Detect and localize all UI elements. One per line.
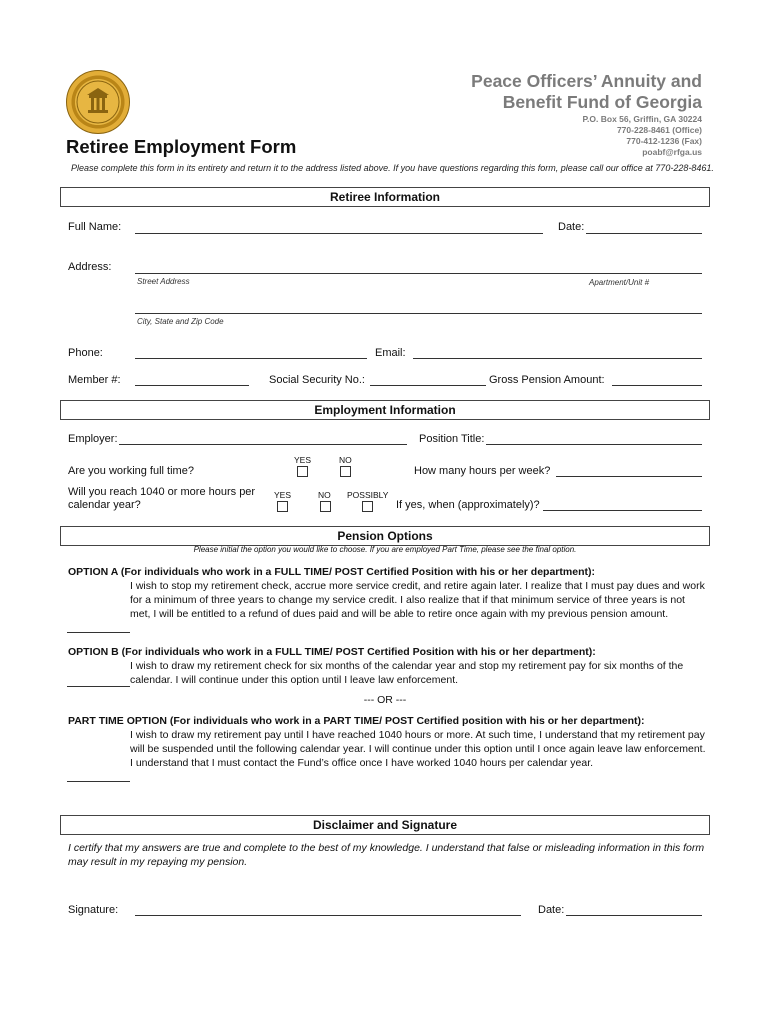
- city-state-zip-field[interactable]: [135, 313, 702, 314]
- option-b-initial-field[interactable]: [67, 686, 130, 687]
- city-state-zip-hint: City, State and Zip Code: [137, 317, 224, 326]
- email-field[interactable]: [413, 358, 702, 359]
- section-disclaimer-signature: Disclaimer and Signature: [60, 815, 710, 835]
- fulltime-question: Are you working full time?: [68, 465, 194, 477]
- ssn-label: Social Security No.:: [269, 374, 365, 386]
- part-time-option-text: I wish to draw my retirement pay until I have reached 1040 hours or more. At such time, I understand that my retirement pay will be suspended until the following calendar year. I will continue under this option until I once again leave law enforcement. I understand that I must contact the Fund’s office once I have worked 1040 hours per calendar year.: [130, 729, 706, 769]
- section-employment-information: Employment Information: [60, 400, 710, 420]
- date-label: Date:: [558, 221, 585, 233]
- fulltime-no-label: NO: [339, 455, 352, 465]
- when-approximately-label: If yes, when (approximately)?: [396, 499, 540, 511]
- date-field[interactable]: [586, 233, 702, 234]
- fulltime-no-checkbox[interactable]: [340, 466, 351, 477]
- employer-field[interactable]: [119, 444, 407, 445]
- agency-email: poabf@rfga.us: [642, 147, 702, 157]
- reach-yes-checkbox[interactable]: [277, 501, 288, 512]
- reach-hours-question-line1: Will you reach 1040 or more hours per: [68, 486, 256, 498]
- full-name-field[interactable]: [135, 233, 543, 234]
- signature-field[interactable]: [135, 915, 521, 916]
- section-retiree-information: Retiree Information: [60, 187, 710, 207]
- address-label: Address:: [68, 261, 112, 273]
- option-a-initial-field[interactable]: [67, 632, 130, 633]
- position-title-field[interactable]: [486, 444, 702, 445]
- email-label: Email:: [375, 347, 406, 359]
- member-number-field[interactable]: [135, 385, 249, 386]
- when-approximately-field[interactable]: [543, 510, 702, 511]
- part-time-option-title: PART TIME OPTION (For individuals who work in a PART TIME/ POST Certified position with his or her department):: [68, 715, 645, 727]
- hours-per-week-field[interactable]: [556, 476, 702, 477]
- form-title: Retiree Employment Form: [66, 136, 297, 157]
- phone-label: Phone:: [68, 347, 103, 359]
- signature-date-label: Date:: [538, 904, 565, 916]
- pension-options-note: Please initial the option you would like to choose. If you are employed Part Time, please see the final option.: [193, 545, 577, 554]
- signature-label: Signature:: [68, 904, 119, 916]
- position-title-label: Position Title:: [419, 433, 485, 445]
- agency-phone: 770-228-8461 (Office): [616, 125, 702, 135]
- option-a-text: I wish to stop my retirement check, accrue more service credit, and retire again later. I realize that I must pay dues and work for a minimum of three years to change my service credit. I also realize that if that minimum service of three years is not met, I will be entitled to a refund of dues paid and will be able to retire once again with my previous pension amount.: [130, 580, 705, 620]
- fulltime-yes-checkbox[interactable]: [297, 466, 308, 477]
- option-b-text: I wish to draw my retirement check for six months of the calendar year and stop my retirement pay for six months of the calendar. I will continue under this option until I leave law enforcement.: [130, 660, 684, 686]
- georgia-seal-logo: [66, 70, 130, 134]
- part-time-initial-field[interactable]: [67, 781, 130, 782]
- reach-possibly-checkbox[interactable]: [362, 501, 373, 512]
- agency-name-line2: Benefit Fund of Georgia: [502, 92, 702, 112]
- gross-pension-label: Gross Pension Amount:: [489, 374, 605, 386]
- option-b-title: OPTION B (For individuals who work in a FULL TIME/ POST Certified Position with his or her department):: [68, 646, 596, 658]
- employer-label: Employer:: [68, 433, 118, 445]
- agency-fax: 770-412-1236 (Fax): [626, 136, 702, 146]
- agency-name-line1: Peace Officers’ Annuity and: [471, 71, 702, 91]
- reach-hours-question-line2: calendar year?: [68, 499, 141, 511]
- gross-pension-field[interactable]: [612, 385, 702, 386]
- seal-emblem-icon: [67, 71, 129, 133]
- phone-field[interactable]: [135, 358, 367, 359]
- or-divider: --- OR ---: [363, 694, 407, 706]
- reach-no-checkbox[interactable]: [320, 501, 331, 512]
- hours-per-week-label: How many hours per week?: [414, 465, 551, 477]
- ssn-field[interactable]: [370, 385, 486, 386]
- reach-possibly-label: POSSIBLY: [347, 490, 389, 500]
- option-a-title: OPTION A (For individuals who work in a FULL TIME/ POST Certified Position with his or her department):: [68, 566, 595, 578]
- disclaimer-text: I certify that my answers are true and complete to the best of my knowledge. I understand that false or misleading information in this form may result in my repaying my pension.: [68, 842, 705, 868]
- apartment-unit-hint: Apartment/Unit #: [589, 278, 650, 287]
- street-address-field[interactable]: [135, 273, 702, 274]
- street-address-hint: Street Address: [137, 277, 190, 286]
- reach-no-label: NO: [318, 490, 331, 500]
- fulltime-yes-label: YES: [294, 455, 312, 465]
- form-instructions: Please complete this form in its entirety and return it to the address listed above. If you have questions regarding this form, please call our office at 770-228-8461.: [71, 163, 714, 173]
- signature-date-field[interactable]: [566, 915, 702, 916]
- agency-address: P.O. Box 56, Griffin, GA 30224: [582, 114, 702, 124]
- reach-yes-label: YES: [274, 490, 292, 500]
- section-pension-options: Pension Options: [60, 526, 710, 546]
- full-name-label: Full Name:: [68, 221, 122, 233]
- member-number-label: Member #:: [68, 374, 121, 386]
